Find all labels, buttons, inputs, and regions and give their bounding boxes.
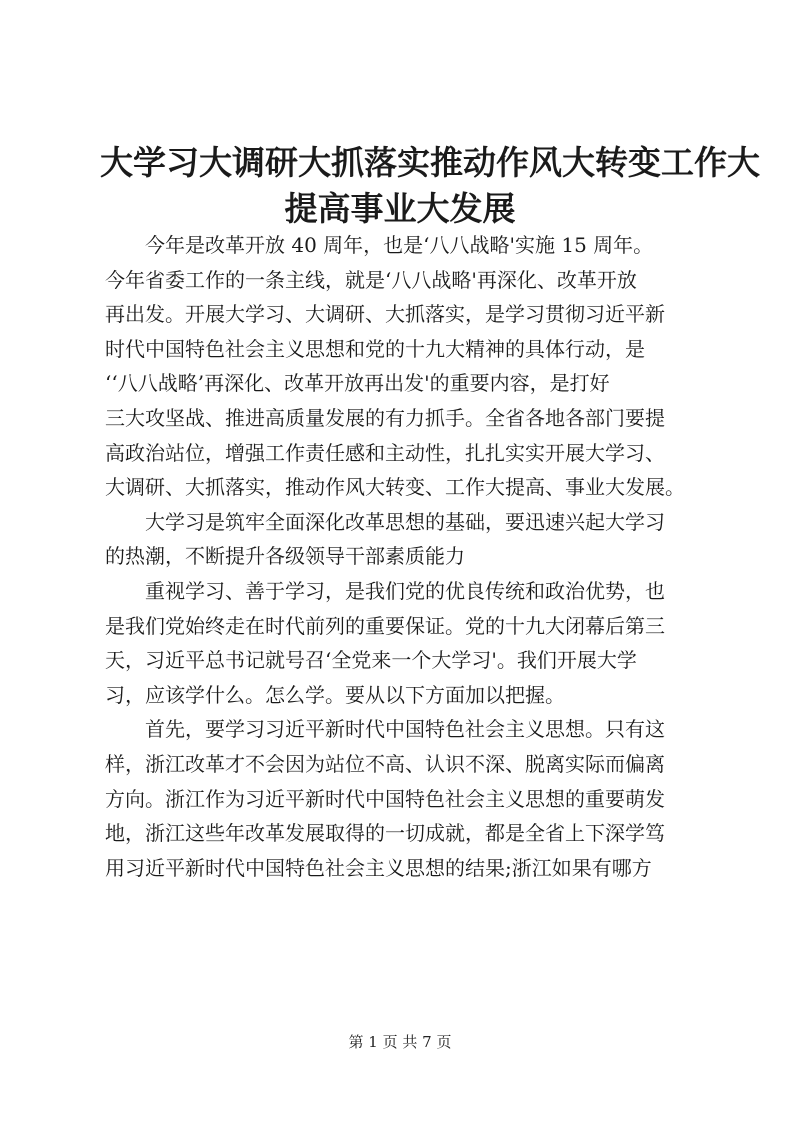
paragraph-1: [105, 228, 700, 505]
text-line: 是我们党始终走在时代前列的重要保证。党的十九大闭幕后第三: [105, 613, 665, 638]
document-title: [100, 140, 760, 232]
text-line: 天，习近平总书记就号召‘全党来一个大学习'。我们开展大学: [105, 648, 637, 673]
document-body: [105, 228, 700, 885]
paragraph-4: [105, 712, 700, 885]
text-line: 时代中国特色社会主义思想和党的十九大精神的具体行动，是: [105, 336, 645, 361]
text-line: 首先，要学习习近平新时代中国特色社会主义思想。只有这: [105, 717, 665, 742]
text-line: 样，浙江改革才不会因为站位不高、认识不深、脱离实际而偏离: [105, 751, 665, 776]
text-line: 地，浙江这些年改革发展取得的一切成就，都是全省上下深学笃: [105, 821, 665, 846]
text-line: 重视学习、善于学习，是我们党的优良传统和政治优势，也: [105, 578, 665, 603]
text-line: 方向。浙江作为习近平新时代中国特色社会主义思想的重要萌发: [105, 786, 665, 811]
text-line: 大学习是筑牢全面深化改革思想的基础，要迅速兴起大学习: [105, 509, 665, 534]
text-line: ‘‘八八战略’再深化、改革开放再出发'的重要内容，是打好: [105, 371, 610, 396]
title-line-2: 提高事业大发展: [284, 189, 516, 228]
text-line: 用习近平新时代中国特色社会主义思想的结果;浙江如果有哪方: [105, 855, 652, 880]
page-number-footer: 第 1 页 共 7 页: [348, 1033, 452, 1051]
paragraph-3: [105, 574, 700, 712]
text-line: 大调研、大抓落实，推动作风大转变、工作大提高、事业大发展。: [105, 475, 685, 500]
text-line: 再出发。开展大学习、大调研、大抓落实，是学习贯彻习近平新: [105, 302, 665, 327]
title-line-1: 大学习大调研大抓落实推动作风大转变工作大: [100, 143, 760, 182]
text-line: 的热潮，不断提升各级领导干部素质能力: [105, 544, 465, 569]
text-line: 今年省委工作的一条主线，就是‘八八战略'再深化、改革开放: [105, 267, 637, 292]
paragraph-2: [105, 505, 700, 574]
text-line: 高政治站位，增强工作责任感和主动性，扎扎实实开展大学习、: [105, 440, 665, 465]
text-line: 三大攻坚战、推进高质量发展的有力抓手。全省各地各部门要提: [105, 405, 665, 430]
text-line: 习，应该学什么。怎么学。要从以下方面加以把握。: [105, 682, 565, 707]
text-line: 今年是改革开放 40 周年，也是‘八八战略'实施 15 周年。: [105, 233, 654, 257]
